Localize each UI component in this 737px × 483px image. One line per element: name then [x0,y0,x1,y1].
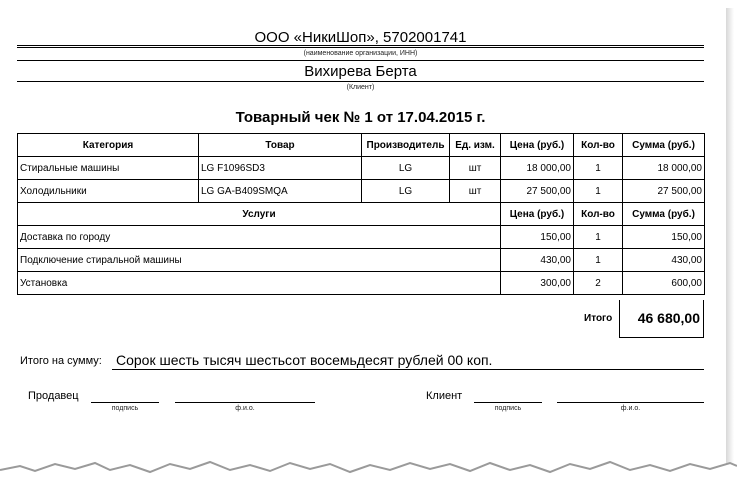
total-label: Итого [584,313,613,324]
table-row [18,249,705,272]
table-row [18,157,705,180]
cell-price: 18 000,00 [501,157,574,180]
seller-name-caption: ф.и.о. [235,405,255,412]
total-value: 46 680,00 [619,300,704,338]
client-name-line[interactable] [557,402,704,403]
organization-underline [17,47,704,48]
client-signature-label: Клиент [426,390,463,402]
cell-service-name: Подключение стиральной машины [18,249,501,272]
cell-service-name: Доставка по городу [18,226,501,249]
sum-in-words-underline [112,369,704,370]
client-caption: (Клиент) [346,84,375,91]
col-unit: Ед. изм. [450,134,501,157]
seller-name-line[interactable] [175,402,315,403]
seller-signature-caption: подпись [111,405,139,412]
client-name: Вихирева Берта [304,63,417,80]
services-header-row [18,203,705,226]
col-product: Товар [199,134,362,157]
torn-paper-edge [0,448,737,483]
separator-rule [17,60,704,61]
cell-unit: шт [450,157,501,180]
client-name-caption: ф.и.о. [620,405,641,412]
sum-in-words-label: Итого на сумму: [20,355,102,367]
organization-caption: (наименование организации, ИНН) [303,50,418,57]
cell-category: Стиральные машины [18,157,199,180]
col-service-sum: Сумма (руб.) [623,203,705,226]
seller-signature-line[interactable] [91,402,159,403]
cell-service-sum: 430,00 [623,249,705,272]
table-row [18,226,705,249]
cell-maker: LG [362,157,450,180]
cell-service-price: 300,00 [501,272,574,295]
col-sum: Сумма (руб.) [623,134,705,157]
sum-in-words-value: Сорок шесть тысяч шестьсот восемьдесят рублей 00 коп. [116,352,493,368]
cell-price: 27 500,00 [501,180,574,203]
table-row [18,180,705,203]
cell-service-name: Установка [18,272,501,295]
col-service-price: Цена (руб.) [501,203,574,226]
cell-service-price: 150,00 [501,226,574,249]
cell-service-sum: 600,00 [623,272,705,295]
cell-sum: 18 000,00 [623,157,705,180]
cell-service-price: 430,00 [501,249,574,272]
organization-name: ООО «НикиШоп», 5702001741 [254,29,467,46]
col-service-qty: Кол-во [574,203,623,226]
cell-service-sum: 150,00 [623,226,705,249]
cell-unit: шт [450,180,501,203]
cell-service-qty: 2 [574,272,623,295]
col-price: Цена (руб.) [501,134,574,157]
cell-maker: LG [362,180,450,203]
col-services: Услуги [18,203,501,226]
cell-qty: 1 [574,180,623,203]
cell-sum: 27 500,00 [623,180,705,203]
goods-header-row [18,134,705,157]
page-shadow [726,8,734,463]
col-qty: Кол-во [574,134,623,157]
table-row [18,272,705,295]
cell-category: Холодильники [18,180,199,203]
client-underline [17,81,704,82]
cell-product: LG GA-B409SMQA [199,180,362,203]
col-category: Категория [18,134,199,157]
cell-service-qty: 1 [574,226,623,249]
col-maker: Производитель [362,134,450,157]
receipt-title: Товарный чек № 1 от 17.04.2015 г. [235,109,486,126]
cell-product: LG F1096SD3 [199,157,362,180]
client-signature-caption: подпись [494,405,522,412]
receipt-table [17,133,705,295]
cell-qty: 1 [574,157,623,180]
cell-service-qty: 1 [574,249,623,272]
seller-label: Продавец [28,390,79,402]
client-signature-line[interactable] [474,402,542,403]
